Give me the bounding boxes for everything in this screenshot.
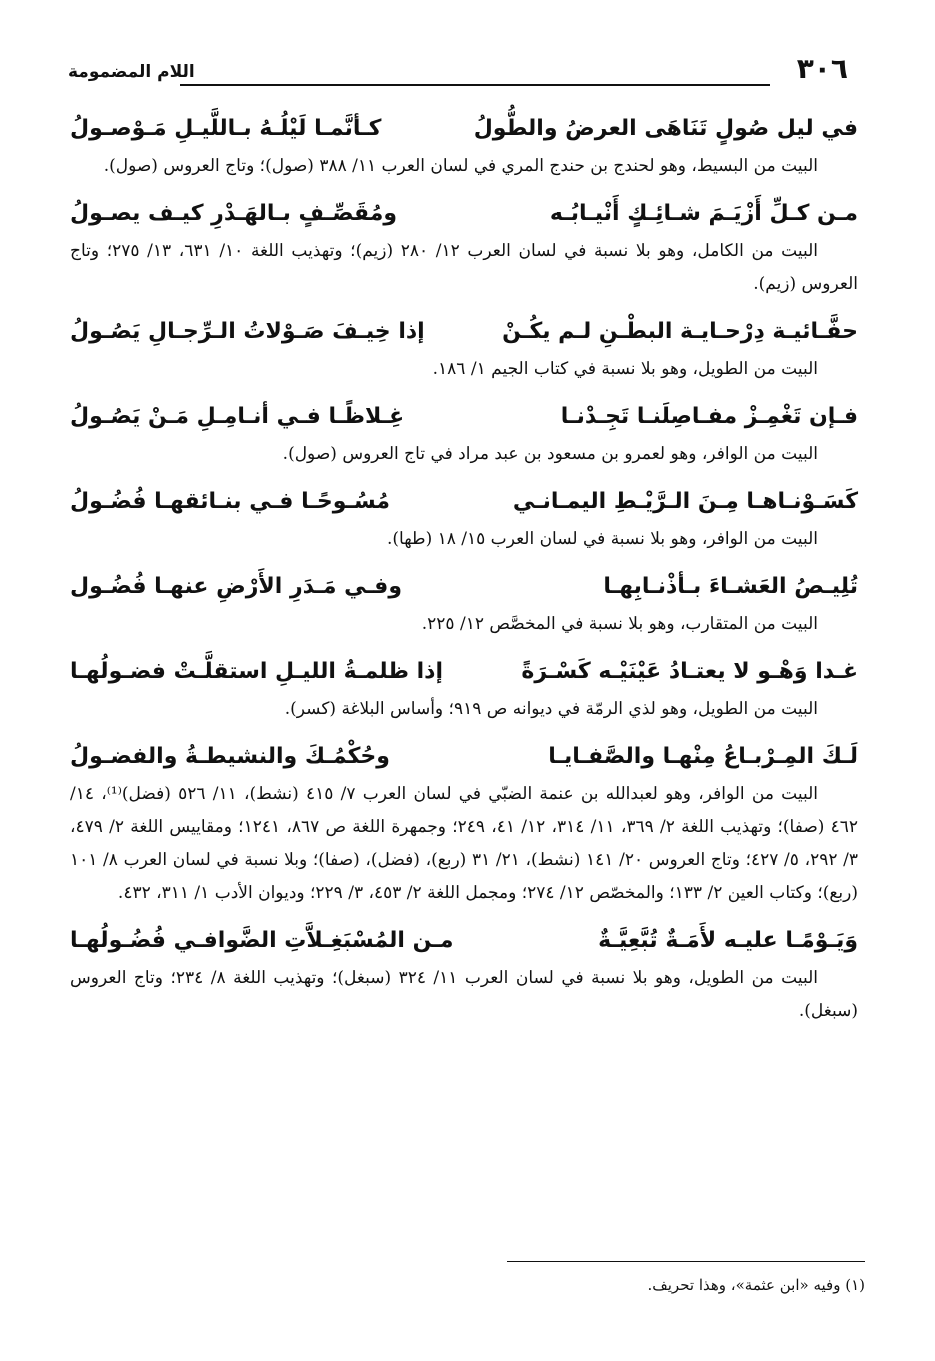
entry-9 <box>70 920 858 1028</box>
verse-first-hemistich: وَيَـوْمًـا عليـه لأَمَـةٌ تُبَّعِيَّـةٌ <box>598 928 858 953</box>
verse-source-note: البيت من البسيط، وهو لحندج بن حندج المري في لسان العرب ١١/ ٣٨٨ (صول)؛ وتاج العروس (صول). <box>103 156 818 176</box>
verse-line <box>70 108 858 150</box>
verse-line <box>70 481 858 523</box>
footnote-rule <box>507 1261 865 1262</box>
verse-first-hemistich: حفَّـائيـة دِرْحـايـة البطْـنِ لـم يكُـنْ <box>502 319 858 344</box>
verse-line <box>70 311 858 353</box>
verse-first-hemistich: لَـكَ المِـرْبـاعُ مِنْهـا والصَّفـايـا <box>548 744 858 769</box>
footnote: (١) وفيه «ابن عثمة»، وهذا تحريف. <box>647 1276 865 1294</box>
verse-source-note: البيت من الطويل، وهو بلا نسبة في كتاب الجيم ١/ ١٨٦. <box>432 359 818 379</box>
entry-3 <box>70 311 858 386</box>
verse-line <box>70 736 858 778</box>
verse-second-hemistich: إذا ظلمـةُ الليـلِ استقلَّـتْ فضـولُهـا <box>70 659 443 684</box>
verse-line <box>70 651 858 693</box>
verse-source-note: البيت من المتقارب، وهو بلا نسبة في المخصَّص ١٢/ ٢٢٥. <box>421 614 818 634</box>
verse-first-hemistich: مـن كـلِّ أَزْيَـمَ شـائِـكٍ أَنْيـابُـه <box>549 201 858 226</box>
verse-second-hemistich: إذا خِيـفَ صَـوْلاتُ الـرِّجـالِ يَصُـولُ <box>70 319 425 344</box>
entry-2 <box>70 193 858 301</box>
verse-second-hemistich: ومُقَصِّـفٍ بـالهَـدْرِ كيـف يصـولُ <box>70 201 398 226</box>
entry-1 <box>70 108 858 183</box>
verse-second-hemistich: مُسُـوحًـا فـي بنـائقهـا فُضُـولُ <box>70 489 391 514</box>
verse-line <box>70 920 858 962</box>
page-number: ٣٠٦ <box>796 52 848 85</box>
verse-second-hemistich: كـأنَّمـا لَيْلُـهُ بـاللَّيـلِ مَـوْصـولُ <box>70 116 382 141</box>
verse-first-hemistich: فـإن تَغْمِـزْ مفـاصِلَنـا تَجِـدْنـا <box>560 404 858 429</box>
entry-4 <box>70 396 858 471</box>
verse-second-hemistich: وفـي مَـدَرِ الأَرْضِ عنهـا فُضُـول <box>70 574 402 599</box>
verse-source-note: البيت من الوافر، وهو لعمرو بن مسعود بن عبد مراد في تاج العروس (صول). <box>282 444 818 464</box>
verse-line <box>70 396 858 438</box>
entry-5 <box>70 481 858 556</box>
verse-source-note: البيت من الطويل، وهو بلا نسبة في لسان العرب ١١/ ٣٢٤ (سبغل)؛ وتهذيب اللغة ٨/ ٢٣٤؛ وتاج العروس (سبغل). <box>70 968 858 1021</box>
header-rule <box>180 84 770 86</box>
verse-source-note: البيت من الكامل، وهو بلا نسبة في لسان العرب ١٢/ ٢٨٠ (زيم)؛ وتهذيب اللغة ١٠/ ٦٣١، ١٣/ ٢٧٥؛ وتاج العروس (زيم). <box>70 241 858 294</box>
entry-8 <box>70 736 858 910</box>
verse-line <box>70 193 858 235</box>
verse-second-hemistich: وحُكْمُـكَ والنشيطـةُ والفضـولُ <box>70 744 390 769</box>
running-head: اللام المضمومة <box>68 62 195 82</box>
verse-first-hemistich: كَسَـوْنـاهـا مِـنَ الـرَّيْـطِ اليمـانـي <box>512 489 858 514</box>
verse-second-hemistich: مـن المُسْبَغِـلاَّتِ الضَّوافـي فُضُـولُهـا <box>70 928 454 953</box>
entry-6 <box>70 566 858 641</box>
page-header <box>68 52 848 92</box>
entry-7 <box>70 651 858 726</box>
verse-source-note: البيت من الوافر، وهو بلا نسبة في لسان العرب ١٥/ ١٨ (طها). <box>386 529 818 549</box>
verse-first-hemistich: في ليل صُولٍ تَنَاهَى العرضُ والطُّولُ <box>473 116 858 141</box>
verse-source-note: البيت من الطويل، وهو لذي الرمّة في ديوانه ص ٩١٩؛ وأساس البلاغة (كسر). <box>284 699 818 719</box>
verse-second-hemistich: غِـلاظًـا فـي أنـامِـلِ مَـنْ يَصُـولُ <box>70 404 405 429</box>
verse-first-hemistich: غـدا وَهْـو لا يعتـادُ عَيْنَيْـه كَسْـرَةً <box>521 659 858 684</box>
verse-source-note: البيت من الوافر، وهو لعبدالله بن عنمة الضبّي في لسان العرب ٧/ ٤١٥ (نشط)، ١١/ ٥٢٦ (فضل)⁽¹⁾، ١٤/ ٤٦٢ (صفا)؛ وتهذيب اللغة ٢/ ٣٦٩، ١١/ ٣١٤، ١٢/ ٤١، ٢٤٩؛ وجمهرة اللغة ص ٨٦٧، ١٢٤١؛ ومقاييس اللغة ٢/ ٤٧٩، ٣/ ٢٩٢، ٥/ ٤٢٧؛ وتاج العروس ٢٠/ ١٤١ (نشط)، ٢١/ ٣١ (ربع)، (فضل)، (صفا)؛ وبلا نسبة في لسان العرب ٨/ ١٠١ (ربع)؛ وكتاب العين ٢/ ١٣٣؛ والمخصّص ١٢/ ٢٧٤؛ ومجمل اللغة ٢/ ٤٥٣، ٣/ ٢٢٩؛ وديوان الأدب ١/ ٣١١، ٤٣٢. <box>70 784 859 903</box>
verse-first-hemistich: تُلِيـصُ العَشـاءَ بـأذْنـابِهـا <box>603 574 858 599</box>
verse-line <box>70 566 858 608</box>
page-body <box>70 108 858 1038</box>
